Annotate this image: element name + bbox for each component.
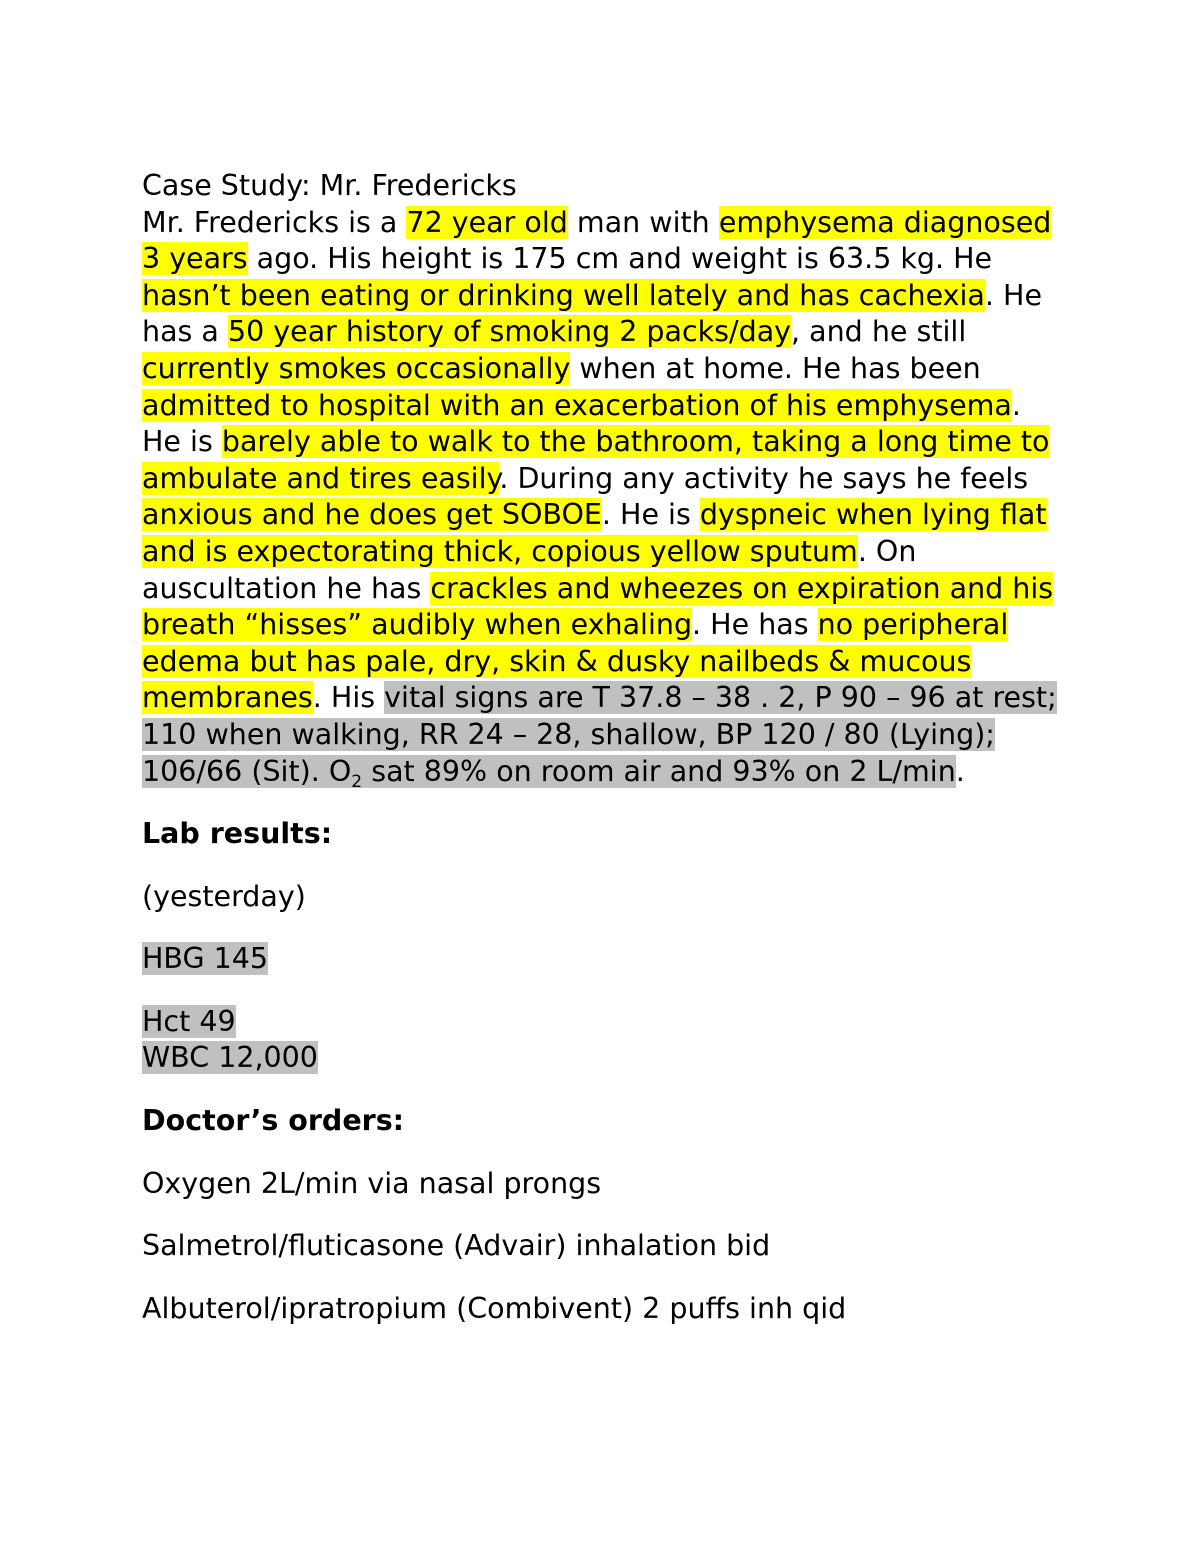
narrative-text: when at home. He has been — [570, 351, 981, 385]
highlighted-text: dyspneic when lying flat and is expectorating thick, copious yellow sputum — [142, 498, 1047, 568]
narrative-text: ago. His height is 175 cm and weight is 63.5 kg. He — [247, 242, 993, 276]
lab-results-heading: Lab results: — [142, 817, 333, 851]
narrative-text: . He is — [142, 388, 1021, 459]
order-item: Salmetrol/fluticasone (Advair) inhalation bid — [142, 1229, 771, 1263]
highlighted-text: no peripheral edema but has pale, dry, skin & dusky nailbeds & mucous membranes — [142, 608, 1009, 715]
case-title: Case Study: Mr. Fredericks — [142, 169, 517, 202]
highlighted-text: hasn’t been eating or drinking well lately and has cachexia — [142, 278, 985, 312]
narrative-text: , and he still — [791, 315, 967, 349]
highlighted-text: anxious and he does get SOBOE — [142, 498, 602, 532]
case-narrative — [142, 205, 1064, 791]
lab-wbc: WBC 12,000 — [142, 1041, 318, 1075]
order-item: Oxygen 2L/min via nasal prongs — [142, 1166, 602, 1200]
lab-hbg: HBG 145 — [142, 942, 269, 976]
doctors-orders-heading: Doctor’s orders: — [142, 1104, 405, 1138]
highlighted-text: sat 89% on room air and 93% on 2 L/min — [362, 754, 956, 788]
narrative-text: . His — [312, 681, 385, 715]
narrative-text: Mr. Fredericks is a — [142, 205, 407, 239]
highlighted-text: vital signs are T 37.8 – 38 . 2, P 90 – 96 at rest; 110 when walking, RR 24 – 28, shallow, BP 120 / 80 (Lying); 106/66 (Sit). O — [142, 681, 1057, 788]
highlighted-text: admitted to hospital with an exacerbation of his emphysema — [142, 388, 1012, 422]
order-item: Albuterol/ipratropium (Combivent) 2 puffs inh qid — [142, 1291, 847, 1325]
narrative-text: . — [955, 754, 965, 788]
highlighted-text: 50 year history of smoking 2 packs/day — [227, 315, 792, 349]
lab-hct: Hct 49 — [142, 1004, 236, 1038]
lab-hct-wbc — [142, 1004, 1064, 1077]
narrative-text: . He has — [692, 608, 818, 642]
highlighted-text: 72 year old — [406, 205, 568, 239]
highlighted-text: emphysema diagnosed 3 years — [142, 205, 1052, 276]
narrative-text: . He is — [601, 498, 700, 532]
narrative-text: . On auscultation he has — [142, 534, 917, 605]
lab-date: (yesterday) — [142, 879, 306, 913]
document-page — [142, 168, 1064, 1327]
highlighted-text: 2 — [351, 755, 362, 788]
highlighted-text: barely able to walk to the bathroom, taking a long time to ambulate and tires easily — [142, 425, 1050, 495]
narrative-text: . He has a — [142, 278, 1042, 349]
narrative-text: man with — [567, 205, 719, 239]
highlighted-text: crackles and wheezes on expiration and his breath “hisses” audibly when exhaling — [142, 571, 1054, 642]
narrative-text: . During any activity he says he feels — [499, 461, 1029, 495]
highlighted-text: currently smokes occasionally — [142, 351, 571, 385]
